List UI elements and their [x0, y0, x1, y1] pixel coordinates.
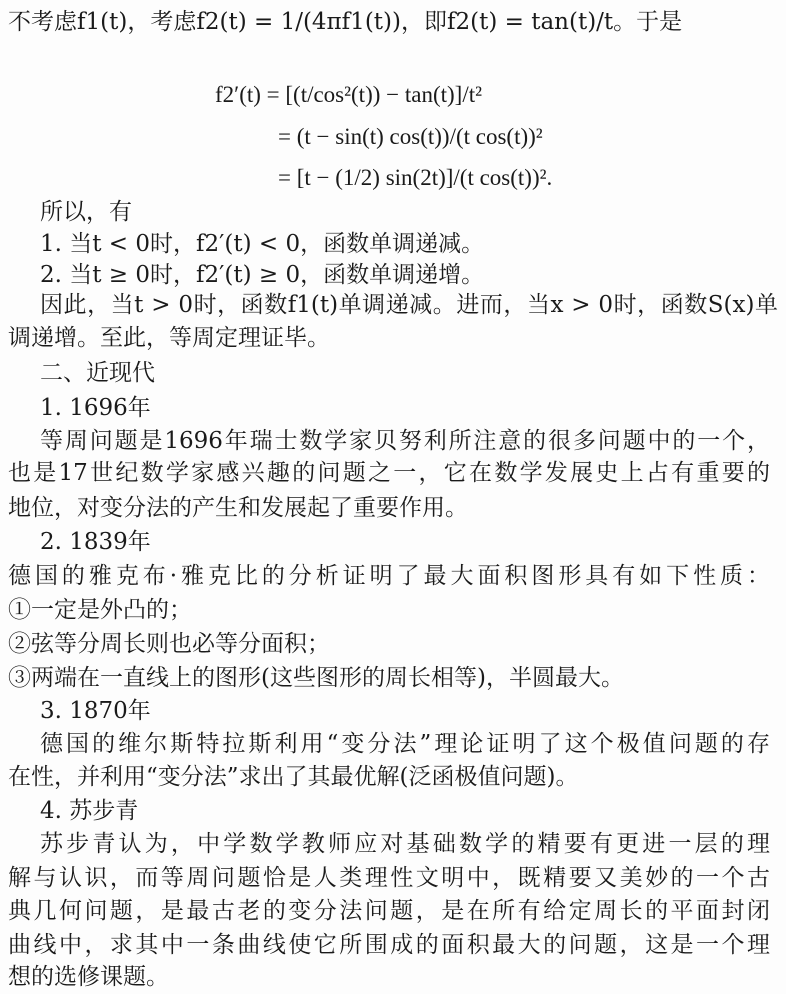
list-item: ①一定是外凸的；	[8, 597, 192, 623]
list-item: ③两端在一直线上的图形(这些图形的周长相等)，半圆最大。	[8, 665, 624, 691]
paragraph-line: 曲线中，求其中一条曲线使它所围成的面积最大的问题，这是一个理	[8, 932, 770, 958]
paragraph-line: 德国的维尔斯特拉斯利用“变分法”理论证明了这个极值问题的存	[40, 731, 770, 757]
list-item: ②弦等分周长则也必等分面积；	[8, 631, 330, 657]
list-item: 1. 当t < 0时，f2′(t) < 0，函数单调递减。	[40, 231, 485, 257]
paragraph-line: 调递增。至此，等周定理证毕。	[8, 325, 330, 351]
paragraph-line: 典几何问题，是最古老的变分法问题，是在所有给定周长的平面封闭	[8, 898, 770, 924]
equation-line-1: f2′(t) = [(t/cos²(t)) − tan(t)]/t²	[215, 82, 483, 107]
intro-line: 不考虑f1(t)，考虑f2(t) = 1/(4πf1(t))，即f2(t) = tan(t)/t。于是	[8, 9, 683, 35]
paragraph-line: 德国的雅克布·雅克比的分析证明了最大面积图形具有如下性质：	[8, 563, 770, 589]
paragraph-line: 在性，并利用“变分法”求出了其最优解(泛函极值问题)。	[8, 764, 579, 790]
paragraph-line: 等周问题是1696年瑞士数学家贝努利所注意的很多问题中的一个，	[40, 428, 770, 454]
paragraph-line: 也是17世纪数学家感兴趣的问题之一，它在数学发展史上占有重要的	[8, 460, 770, 486]
paragraph-line: 苏步青认为，中学数学教师应对基础数学的精要有更进一层的理	[40, 831, 770, 857]
subsection-heading: 2. 1839年	[40, 529, 151, 555]
paragraph-line: 地位，对变分法的产生和发展起了重要作用。	[8, 495, 468, 521]
subsection-heading: 3. 1870年	[40, 698, 151, 724]
paragraph-line: 所以，有	[40, 199, 132, 225]
equation-line-3: = [t − (1/2) sin(2t)]/(t cos(t))².	[278, 165, 553, 190]
paragraph-line: 解与认识，而等周问题恰是人类理性文明中，既精要又美妙的一个古	[8, 865, 770, 891]
subsection-heading: 4. 苏步青	[40, 798, 139, 824]
paragraph-line: 因此，当t > 0时，函数f1(t)单调递减。进而，当x > 0时，函数S(x)单	[40, 292, 778, 318]
paragraph-line: 想的选修课题。	[8, 964, 169, 990]
equation-line-2: = (t − sin(t) cos(t))/(t cos(t))²	[278, 124, 543, 149]
section-heading: 二、近现代	[40, 360, 155, 386]
list-item: 2. 当t ≥ 0时，f2′(t) ≥ 0，函数单调递增。	[40, 262, 485, 288]
subsection-heading: 1. 1696年	[40, 395, 151, 421]
